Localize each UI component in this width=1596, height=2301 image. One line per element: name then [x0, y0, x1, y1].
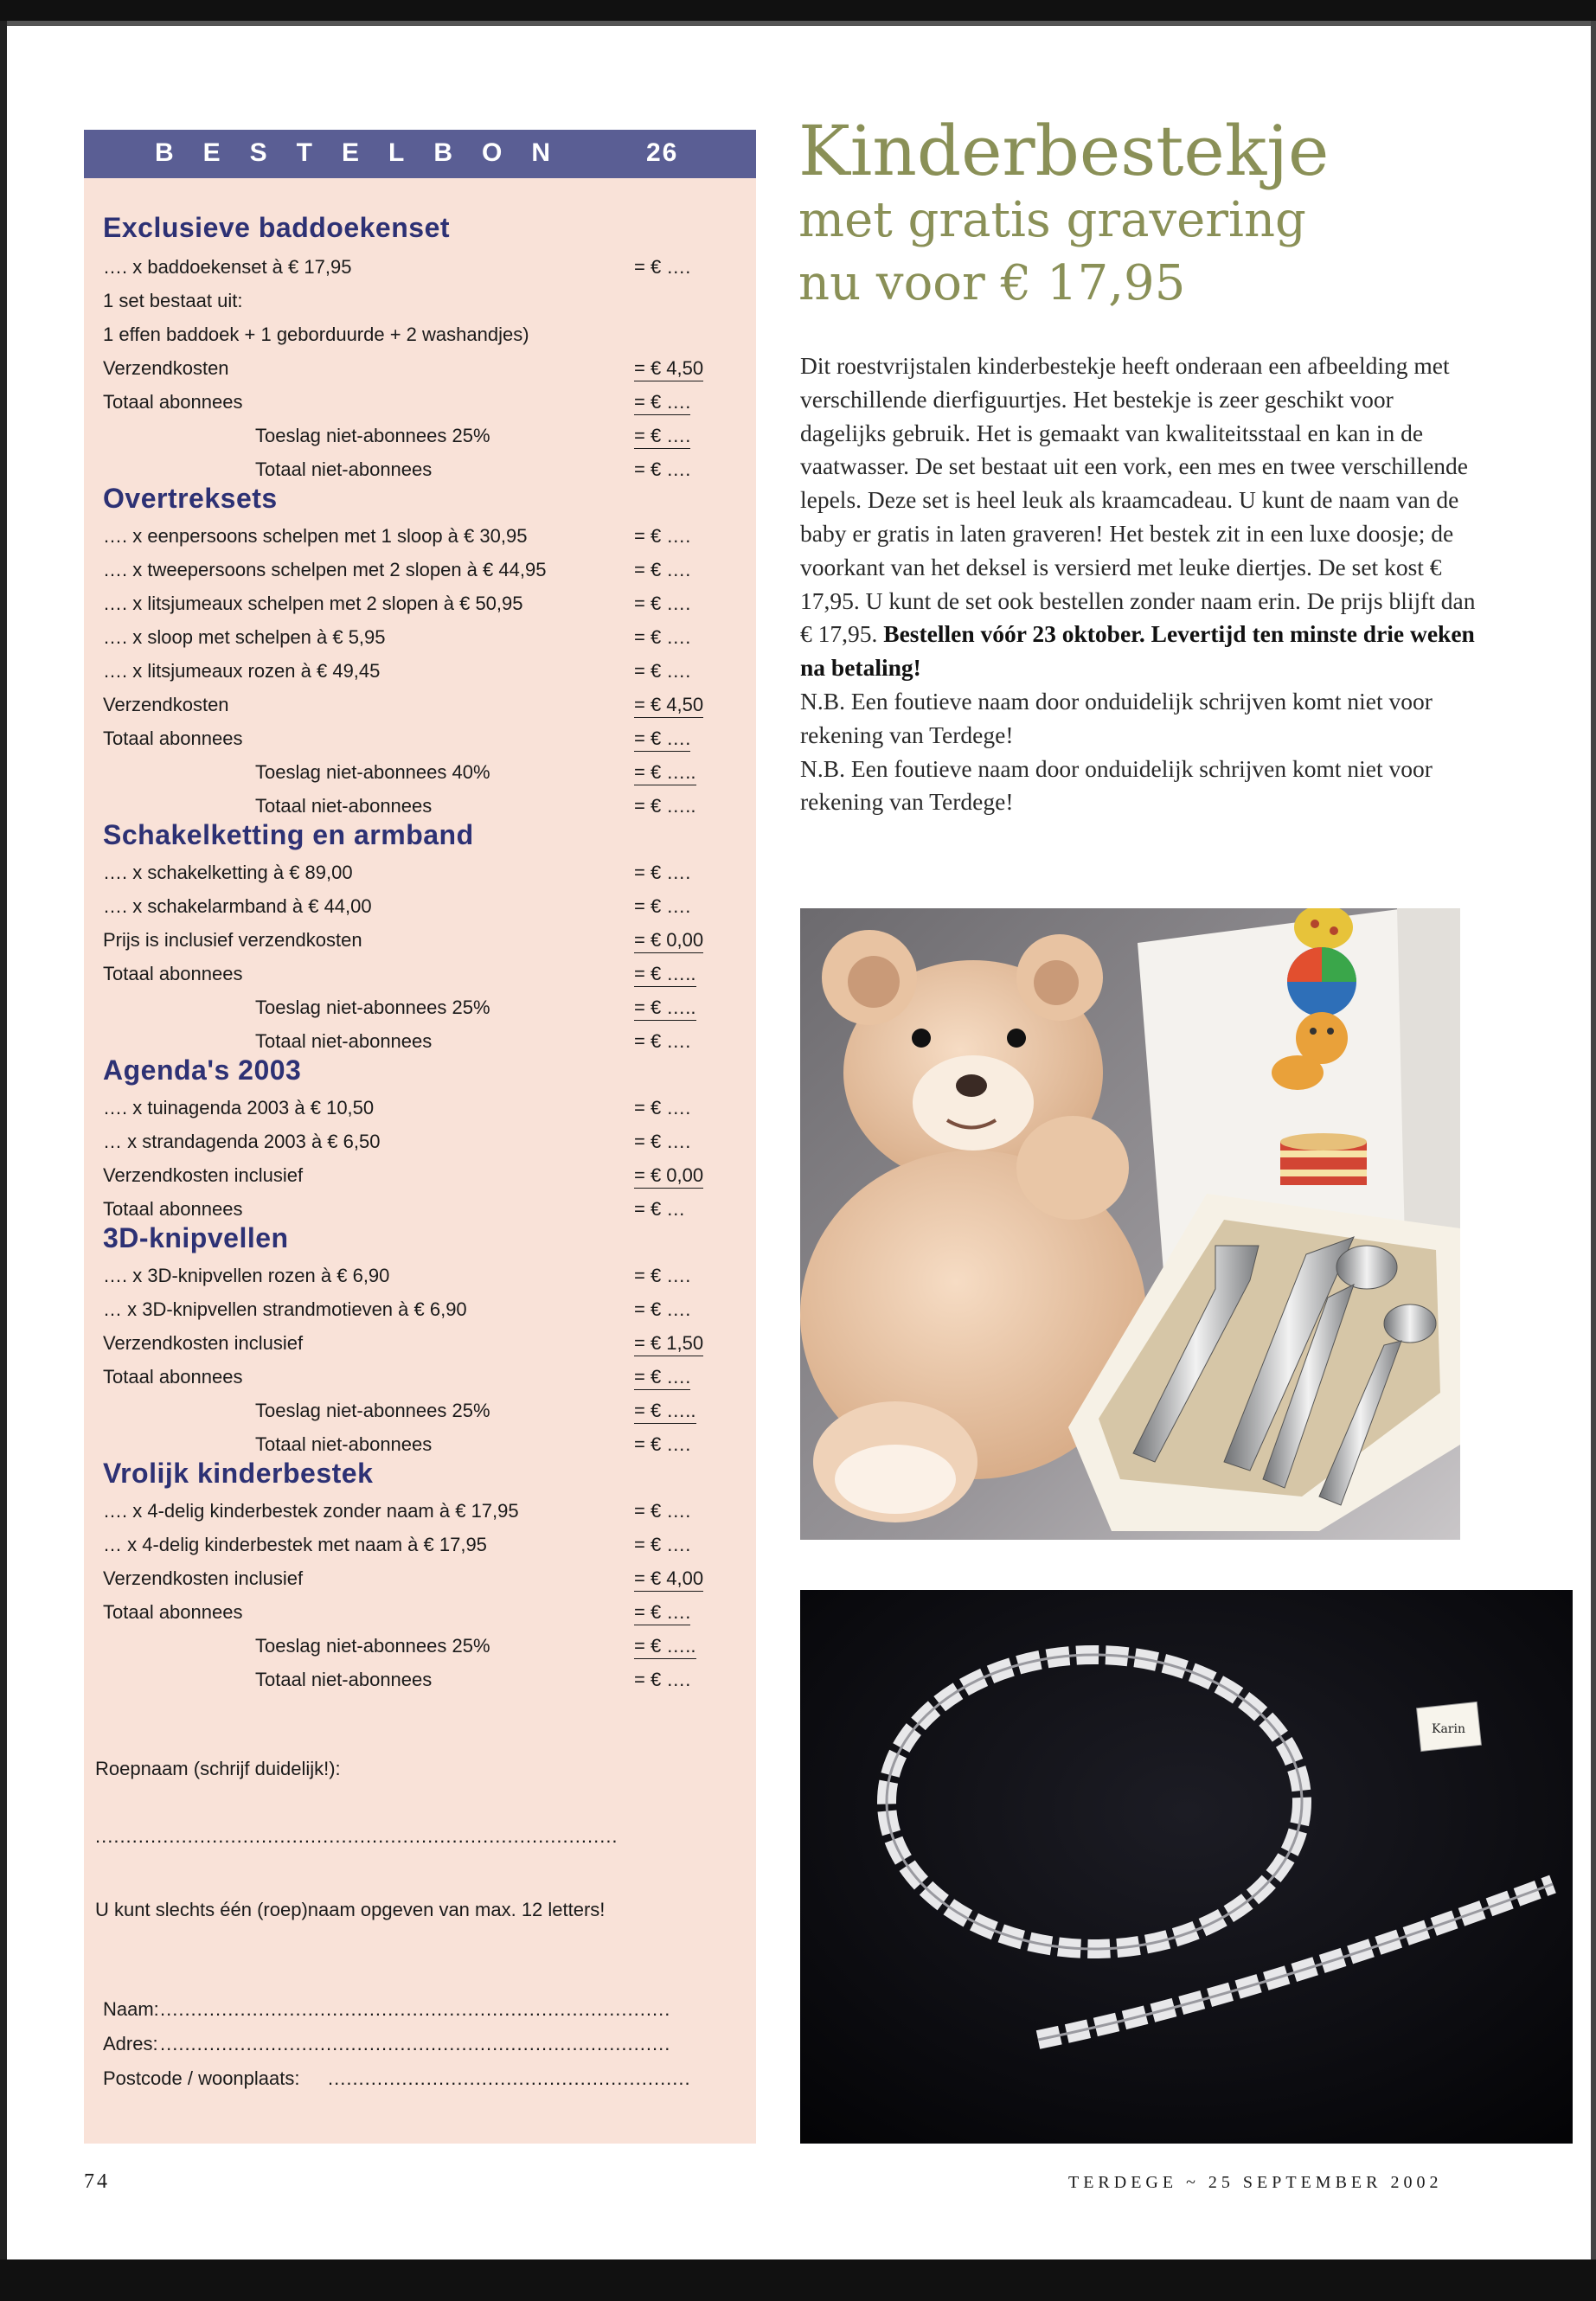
article-order-deadline: Bestellen vóór 23 oktober. [883, 620, 1145, 648]
order-amount: = € 4,50 [634, 694, 703, 718]
order-amount[interactable]: = € ….. [634, 1635, 696, 1659]
order-amount[interactable]: = € …. [634, 626, 691, 648]
photo-teddy-cutlery [800, 908, 1460, 1540]
order-amount[interactable]: = € ….. [634, 761, 696, 785]
section-title-agendas: Agenda's 2003 [103, 1054, 302, 1086]
order-amount[interactable]: = € …. [634, 1500, 691, 1522]
order-line: …. x schakelketting à € 89,00 [103, 862, 353, 883]
order-amount: = € 4,00 [634, 1567, 703, 1592]
order-line: …. x tweepersoons schelpen met 2 slopen à € 44,95 [103, 559, 547, 580]
order-form-panel [84, 130, 756, 2144]
roepnaam-field[interactable]: ..................................................................................... [95, 1825, 619, 1847]
order-amount[interactable]: = € ….. [634, 1400, 696, 1424]
order-amount: = € 0,00 [634, 929, 703, 953]
order-amount[interactable]: = € …. [634, 862, 691, 883]
order-amount[interactable]: = € …. [634, 525, 691, 547]
order-amount[interactable]: = € …. [634, 1433, 691, 1455]
order-surcharge: Toeslag niet-abonnees 25% [255, 997, 490, 1018]
order-line: …. x tuinagenda 2003 à € 10,50 [103, 1097, 375, 1118]
order-line: … x 4-delig kinderbestek met naam à € 17,95 [103, 1534, 487, 1555]
order-info: 1 set bestaat uit: [103, 290, 243, 311]
order-amount[interactable]: = € …. [634, 1298, 691, 1320]
order-amount[interactable]: = € …. [634, 559, 691, 580]
order-amount[interactable]: = € …. [634, 256, 691, 278]
scan-border-left [0, 21, 7, 2279]
order-line: …. x eenpersoons schelpen met 1 sloop à € 30,95 [103, 525, 528, 547]
order-line-baddoekenset: …. x baddoekenset à € 17,95 [103, 256, 352, 278]
order-amount[interactable]: = € …. [634, 1601, 690, 1625]
order-amount[interactable]: = € …. [634, 1534, 691, 1555]
order-form-number: 26 [646, 138, 679, 167]
adres-label: Adres: [103, 2033, 158, 2054]
order-total-non-subscribers: Totaal niet-abonnees [255, 1433, 433, 1455]
teddy-cutlery-illustration [800, 908, 1460, 1540]
order-amount: = € 4,50 [634, 357, 703, 381]
section-title-knipvellen: 3D-knipvellen [103, 1222, 289, 1253]
section-title-overtreksets: Overtreksets [103, 483, 278, 514]
roepnaam-note: U kunt slechts één (roep)naam opgeven van max. 12 letters! [95, 1899, 606, 1920]
publication-date: TERDEGE ~ 25 SEPTEMBER 2002 [1068, 2173, 1443, 2192]
article-note: N.B. Een foutieve naam door onduidelijk schrijven komt niet voor rekening van Terdege! [800, 754, 1433, 816]
scan-border-top [0, 0, 1596, 21]
order-shipping: Verzendkosten [103, 357, 229, 379]
order-amount[interactable]: = € …. [634, 593, 691, 614]
order-total-subscribers: Totaal abonnees [103, 727, 243, 749]
order-shipping: Prijs is inclusief verzendkosten [103, 929, 362, 951]
order-form-header [84, 130, 756, 178]
postcode-label: Postcode / woonplaats: [103, 2067, 300, 2089]
order-line: …. x litsjumeaux schelpen met 2 slopen à € 50,95 [103, 593, 523, 614]
article-delivery-time: Levertijd ten minste drie weken na betaling! [800, 620, 1475, 682]
order-total-subscribers: Totaal abonnees [103, 1601, 243, 1623]
order-total-subscribers: Totaal abonnees [103, 1198, 243, 1220]
section-title-kinderbestek: Vrolijk kinderbestek [103, 1458, 374, 1489]
order-amount[interactable]: = € …. [634, 1030, 691, 1052]
order-line: …. x 4-delig kinderbestek zonder naam à € 17,95 [103, 1500, 519, 1522]
order-amount: = € 0,00 [634, 1164, 703, 1189]
order-amount[interactable]: = € …. [634, 458, 691, 480]
tag-label: Karin [1432, 1722, 1465, 1736]
order-line: … x 3D-knipvellen strandmotieven à € 6,90 [103, 1298, 467, 1320]
page-number: 74 [84, 2170, 110, 2193]
order-amount[interactable]: = € …. [634, 895, 691, 917]
scan-border-right [1591, 21, 1596, 2279]
order-total-subscribers: Totaal abonnees [103, 1366, 243, 1388]
article-paragraph-text: Dit roestvrijstalen kinderbestekje heeft onderaan een afbeelding met verschillende dierfiguurtjes. Het bestekje is zeer geschikt voor dagelijks gebruik. Het is gemaakt van kwaliteitsstaal en kan in de vaatwasser. De set bestaat uit een vork, een mes en twee verschillende lepels. Deze set is heel leuk als kraamcadeau. U kunt de naam van de baby er gratis in laten graveren! Het bestek zit in een luxe doosje; de voorkant van het deksel is versierd met leuke diertjes. De set kost € 17,95. U kunt de set ook bestellen zonder naam erin. De prijs blijft dan € 17,95. [800, 352, 1476, 648]
order-amount[interactable]: = € …. [634, 391, 690, 415]
order-shipping: Verzendkosten inclusief [103, 1332, 304, 1354]
article-body [800, 349, 1484, 819]
order-amount[interactable]: = € …. [634, 660, 691, 682]
article-paragraph [800, 349, 1484, 685]
order-amount[interactable]: = € ….. [634, 997, 696, 1021]
order-shipping: Verzendkosten inclusief [103, 1567, 304, 1589]
order-amount[interactable]: = € …. [634, 1366, 690, 1390]
order-amount[interactable]: = € …. [634, 727, 690, 752]
order-amount[interactable]: = € ….. [634, 795, 696, 817]
order-amount: = € 1,50 [634, 1332, 703, 1356]
section-title-schakelketting: Schakelketting en armband [103, 819, 474, 850]
order-shipping: Verzendkosten [103, 694, 229, 715]
order-line: …. x litsjumeaux rozen à € 49,45 [103, 660, 381, 682]
order-shipping: Verzendkosten inclusief [103, 1164, 304, 1186]
order-total-subscribers: Totaal abonnees [103, 963, 243, 984]
naam-label: Naam: [103, 1998, 159, 2020]
order-amount[interactable]: = € … [634, 1198, 686, 1220]
section-title-baddoekenset: Exclusieve baddoekenset [103, 212, 451, 243]
article-subtitle-2: nu voor € 17,95 [798, 255, 1186, 311]
roepnaam-label: Roepnaam (schrijf duidelijk!): [95, 1758, 341, 1779]
scan-border-top-inner [0, 21, 1596, 26]
order-surcharge: Toeslag niet-abonnees 25% [255, 425, 490, 446]
order-total-non-subscribers: Totaal niet-abonnees [255, 795, 433, 817]
order-total-non-subscribers: Totaal niet-abonnees [255, 1669, 433, 1690]
order-info: 1 effen baddoek + 1 geborduurde + 2 washandjes) [103, 324, 529, 345]
article-note: N.B. Een foutieve naam door onduidelijk schrijven komt niet voor rekening van Terdege! [800, 687, 1433, 748]
article-title: Kinderbestekje [798, 111, 1330, 191]
scan-border-bottom [0, 2259, 1596, 2301]
order-total-non-subscribers: Totaal niet-abonnees [255, 1030, 433, 1052]
order-amount[interactable]: = € …. [634, 1131, 691, 1152]
order-line: …. x schakelarmband à € 44,00 [103, 895, 372, 917]
order-amount[interactable]: = € …. [634, 1265, 691, 1286]
order-total-subscribers: Totaal abonnees [103, 391, 243, 413]
order-amount[interactable]: = € …. [634, 425, 690, 449]
necklace-bracelet-illustration [800, 1590, 1573, 2144]
order-surcharge: Toeslag niet-abonnees 25% [255, 1635, 490, 1657]
naam-field[interactable]: ................................................................................... [160, 1998, 671, 2020]
order-line: …. x 3D-knipvellen rozen à € 6,90 [103, 1265, 390, 1286]
order-line: …. x sloop met schelpen à € 5,95 [103, 626, 386, 648]
order-line: … x strandagenda 2003 à € 6,50 [103, 1131, 381, 1152]
postcode-field[interactable]: ........................................................... [328, 2067, 691, 2089]
order-surcharge: Toeslag niet-abonnees 25% [255, 1400, 490, 1421]
order-surcharge: Toeslag niet-abonnees 40% [255, 761, 490, 783]
article-subtitle-1: met gratis gravering [798, 192, 1306, 248]
order-total-non-subscribers: Totaal niet-abonnees [255, 458, 433, 480]
photo-necklace-bracelet [800, 1590, 1573, 2144]
order-form-title: BESTELBON [155, 138, 580, 167]
order-amount[interactable]: = € ….. [634, 963, 696, 987]
adres-field[interactable]: ................................................................................... [160, 2033, 671, 2054]
order-amount[interactable]: = € …. [634, 1669, 691, 1690]
order-amount[interactable]: = € …. [634, 1097, 691, 1118]
